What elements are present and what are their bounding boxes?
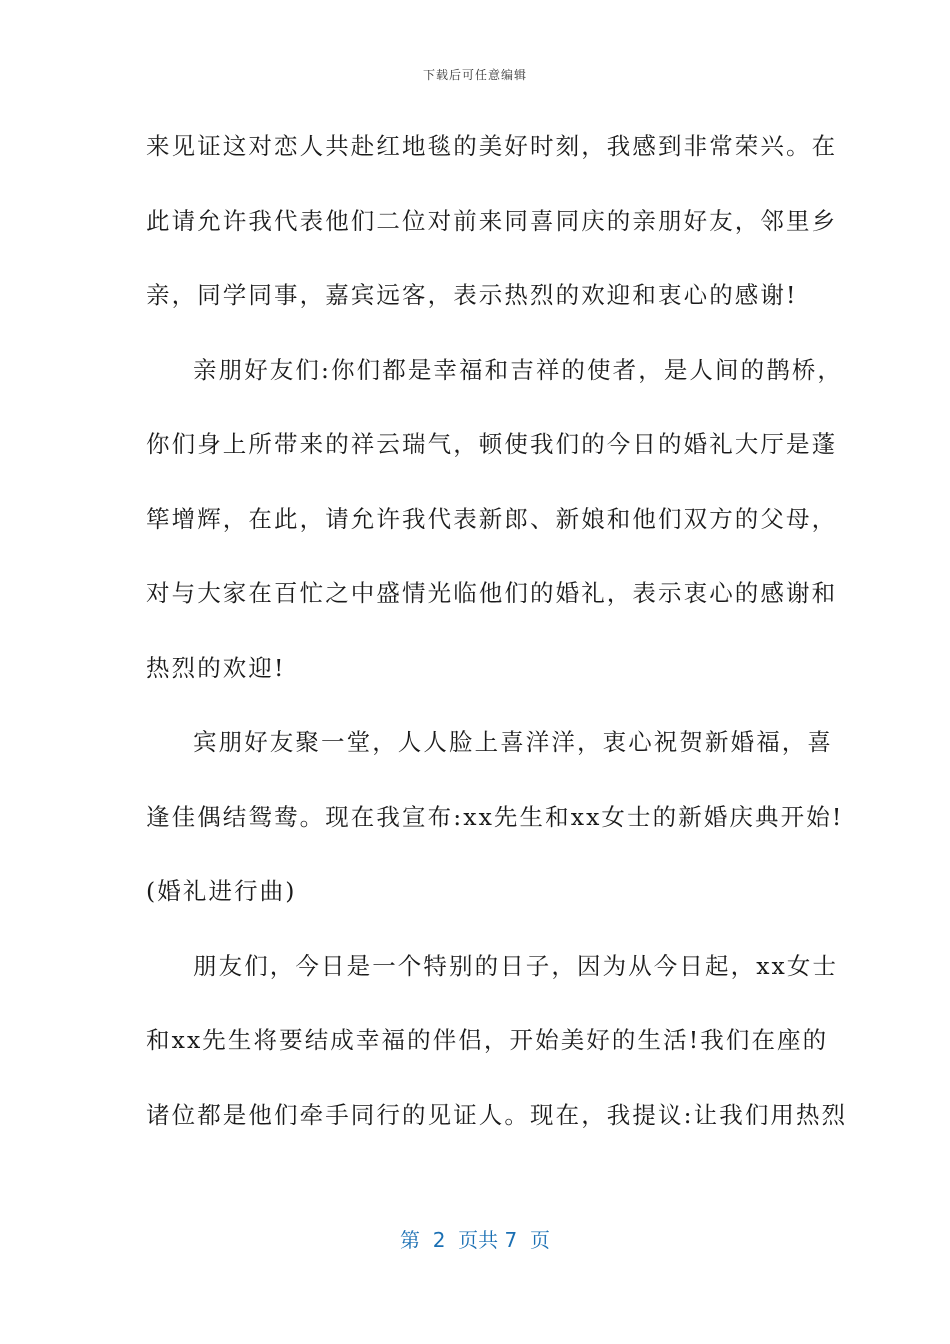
text-line: 你们身上所带来的祥云瑞气，顿使我们的今日的婚礼大厅是蓬 (146, 430, 838, 458)
text-line: (婚礼进行曲) (146, 877, 297, 905)
text-line: 此请允许我代表他们二位对前来同喜同庆的亲朋好友，邻里乡 (146, 206, 838, 235)
paragraph-first-line: 宾朋好友聚一堂，人人脸上喜洋洋，衷心祝贺新婚福，喜 (193, 728, 833, 756)
text-line: 诸位都是他们牵手同行的见证人。现在，我提议:让我们用热烈 (146, 1100, 848, 1129)
text-line: 来见证这对恋人共赴红地毯的美好时刻，我感到非常荣兴。在 (146, 132, 838, 160)
text-line: 热烈的欢迎! (146, 653, 286, 682)
page-number: 第 2 页共 7 页 (400, 1228, 550, 1252)
paragraph-first-line: 亲朋好友们:你们都是幸福和吉祥的使者，是人间的鹊桥， (193, 355, 844, 384)
text-line: 和xx先生将要结成幸福的伴侣，开始美好的生活!我们在座的 (146, 1026, 829, 1054)
document-body (146, 118, 848, 1161)
paragraph-first-line: 朋友们，今日是一个特别的日子，因为从今日起，xx女士 (193, 951, 839, 980)
text-line: 逢佳偶结鸳鸯。现在我宣布:xx先生和xx女士的新婚庆典开始! (146, 802, 844, 831)
text-line: 对与大家在百忙之中盛情光临他们的婚礼，表示衷心的感谢和 (146, 579, 838, 607)
text-line: 亲，同学同事，嘉宾远客，表示热烈的欢迎和衷心的感谢! (146, 281, 798, 309)
page-header-note: 下载后可任意编辑 (422, 68, 527, 82)
text-line: 筚增辉，在此，请允许我代表新郎、新娘和他们双方的父母， (146, 504, 838, 533)
